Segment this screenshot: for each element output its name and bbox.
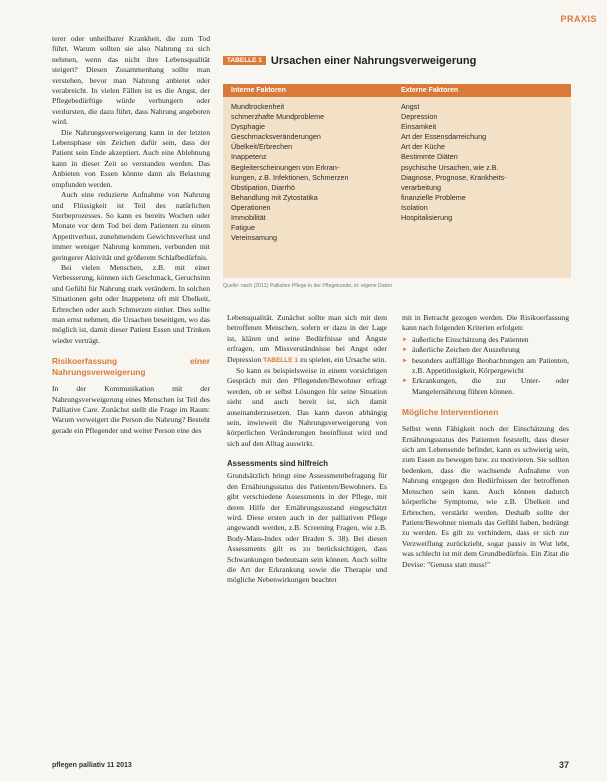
table-cell: Bestimmte Diäten (401, 152, 458, 162)
table-cell: Immobilität (231, 213, 266, 223)
external-factors-list (393, 102, 571, 243)
table-title: Ursachen einer Nahrungsverweigerung (270, 55, 477, 67)
section-heading: Mögliche Interventionen (402, 407, 499, 418)
criteria-list (402, 335, 569, 397)
table-reference: TABELLE 1 (263, 356, 298, 364)
table-cell: Mundtrockenheit (231, 102, 285, 111)
table-cell: schmerzhafte Mundprobleme (231, 112, 325, 122)
table-cell: Vereinsamung (231, 233, 277, 243)
paragraph: Bei vielen Menschen, z.B. mit einer Verbesserung, können sich Geschmack, Geruchsinn und Gefühl für Nahrung stark verändern. In solchen Situationen geht oder Inappetenz oft mit Übelkeit, Erbrechen oder auch Schmerzen einher. Dies sollte man ernst nehmen, die Ursachen beseitigen, wo das möglich ist, damit dieser Patient Essen und Trinken wieder verträgt. (52, 262, 210, 345)
list-item: ► Erkrankungen, die zur Unter- oder Mangelernährung führen können. (402, 376, 569, 397)
list-item: ► äußerliche Zeichen der Auszehrung (402, 345, 569, 355)
table-cell: Diagnose, Prognose, Krankheits- (401, 172, 507, 182)
section-tag: PRAXIS (560, 14, 597, 24)
table-cell: Art der Essensdarreichung (401, 132, 487, 142)
table-cell: finanzielle Probleme (401, 192, 466, 202)
table-cell: Geschmacksveränderungen (231, 132, 321, 142)
table-cell: Einsamkeit (401, 122, 437, 132)
paragraph (227, 313, 387, 366)
text-column-3 (402, 313, 569, 570)
list-item: ► besonders auffällige Beobachtungen am Patienten, z.B. Appetitlosigkeit, Körpergewicht (402, 356, 569, 377)
text-column-1 (52, 34, 210, 436)
internal-factors-list (223, 102, 393, 243)
paragraph: Die Nahrungsverweigerung kann in der letzten Lebensphase ein Zeichen dafür sein, dass der Patient sein Ende akzeptiert. Auch eine Ablehnung kann in dieser Zeit so verstanden werden. Das Anbieten von Essen könnte dann als Belastung empfunden werden. (52, 127, 210, 189)
table-cell: Dysphagie (231, 122, 265, 132)
column-header-external: Externe Faktoren (401, 87, 459, 94)
paragraph: mit in Betracht gezogen werden. Die Risikoerfassung kann nach folgenden Kriterien erfolgen: (402, 313, 569, 333)
text-column-2 (227, 313, 387, 586)
table-cell: Übelkeit/Erbrechen (231, 142, 293, 152)
table-header (223, 84, 571, 97)
table-cell: Behandlung mit Zytostatika (231, 192, 318, 202)
table-cell: kungen, z.B. Infektionen, Schmerzen (231, 172, 349, 182)
table-title-row (223, 52, 571, 70)
paragraph: Auch eine reduzierte Aufnahme von Nahrung und Flüssigkeit ist Teil des natürlichen Sterbeprozesses. So kann es bereits Wochen oder Monate vor dem Tod bei dem Patienten zu einem Appetitverlust, zunehmendem Gewichtsverlust und immer weniger Nahrung kommen, verbunden mit geringerer Aktivität und größerem Schlafbedürfnis. (52, 190, 210, 262)
table-source: Quelle: nach (2011) Palliative Pflege in der Pflegekunde, in: eigene Daten (223, 283, 392, 289)
subheading: Assessments sind hilfreich (227, 459, 328, 469)
paragraph: Grundsätzlich bringt eine Assessmentbefragung für den Ernährungsstatus des Patienten/Bewohners. Es gibt verschiedene Assessments in der Pflege, mit deren Hilfe der Ernährungszustand eingeschätzt wird. Diese ersten auch in der palliativen Pflege angewandt werden, z.B. Screening Fragen, wie z.B. Body-Mass-Index oder Braden S. 38). Bei diesen Assessments gilt es zu berücksichtigen, dass Schwankungen bedeutsam sein können. Auch sollte die Art der Erkrankung sowie die Therapie und mögliche Nebenwirkungen beachtet (227, 471, 387, 585)
paragraph: Selbst wenn Fähigkeit noch der Einschätzung des Ernährungsstatus des Patienten feststellt, dass dieser sich am Lebensende befindet, kann es schwierig sein, zum Essen zu bewegen bzw. zu motivieren. Sie sollten bedenken, dass die wachsende Aufnahme von Nahrung entgegen den Bedürfnissen der betroffenen Menschen sein kann. Auch können dadurch körperliche Symptome, wie z.B. Übelkeit und Erbrechen, verstärkt werden. Deshalb sollte der Patient/Bewohner niemals das Gefühl haben, bedrängt zu werden. Es gilt zu verhindern, dass er sich zur Verzweiflung zurückzieht, sogar passiv in Wut lebt, was schlecht ist mit dem Grundbedürfnis. Ein Zitat die Devise: "Genuss statt muss!" (402, 424, 569, 569)
table-body (223, 97, 571, 243)
table-cell: Art der Küche (401, 142, 445, 152)
table-cell: verarbeitung (401, 182, 441, 192)
table-cell: Isolation (401, 202, 428, 212)
table-cell: Fatigue (231, 223, 255, 233)
journal-name: pflegen palliativ 11 2013 (52, 762, 132, 769)
table-box (223, 52, 571, 299)
paragraph-text: zu spielen, ein Ursache sein. (299, 354, 387, 364)
table-cell: Hospitalisierung (401, 213, 453, 223)
table-cell: Depression (401, 112, 438, 122)
paragraph: In der Kommunikation mit der Nahrungsverweigerung eines Menschen ist Teil des Palliative Care. Zunächst stellt die Frage im Raum: Warum verweigert die Person die Nahrung? Besteht gerade ein Pflegender und weiter Person eine des (52, 384, 210, 435)
table-cell: Operationen (231, 202, 271, 212)
paragraph: So kann es beispielsweise in einem vorsichtigen Gespräch mit den Pflegenden/Bewohner erfragt werden, ob er selbst Lösungen für seine Situation sieht und auch bereit ist, sich damit auseinanderzusetzen. Das kann davon abhängig sein, inwieweit die Nahrungsverweigerung von körperlichen Veränderungen beeinflusst wird und sich auf den Alltag auswirkt. (227, 366, 387, 448)
paragraph: terer oder unheilbarer Krankheit, die zum Tod führt. Warum sollten sie also Nahrung zu sich nehmen, wenn das nicht ihre Lebensqualität steigert? Diesen Zusammenhang sollte man verstehen, bevor man Nahrung anbietet oder verabreicht. In vielen Fällen ist es die Angst, der Pflegebedürftige würde verhungern oder verdursten, die dazu führt, dass Nahrung angeboten wird. (52, 34, 210, 127)
table-cell: Begleiterscheinungen von Erkran- (231, 162, 340, 172)
table-cell: psychische Ursachen, wie z.B. (401, 162, 499, 172)
page-number: 37 (558, 760, 569, 770)
table-cell: Inappetenz (231, 152, 267, 162)
table-cell: Angst (401, 102, 420, 111)
column-header-internal: Interne Faktoren (231, 87, 286, 94)
table-label: TABELLE 1 (223, 56, 266, 65)
causes-table (223, 84, 571, 278)
list-item: ► äußerliche Einschätzung des Patienten (402, 335, 569, 345)
paragraph-text: Lebensqualität. Zunächst sollte man sich mit dem betroffenen Menschen, sofern er dazu in der Lage ist, klären und seine Bedürfnisse und Ängste erfragen, um Missverständnisse bei Angst oder Depression (227, 313, 387, 364)
section-heading: Risikoerfassung einer Nahrungsverweigerung (52, 356, 210, 378)
table-cell: Obstipation, Diarrhö (231, 182, 295, 192)
